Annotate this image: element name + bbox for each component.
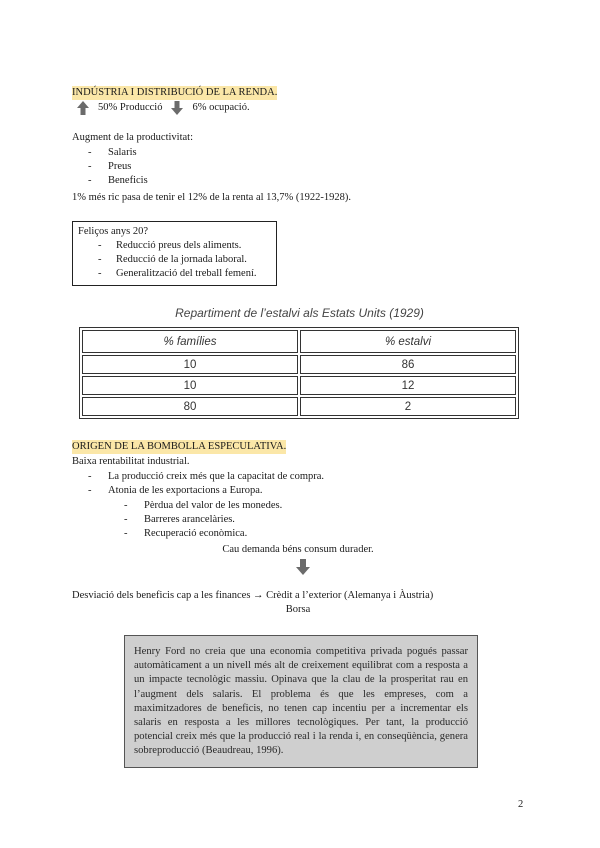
table-cell: 80 <box>82 397 298 416</box>
box-title: Feliços anys 20? <box>78 226 148 237</box>
table-caption: Repartiment de l’estalvi als Estats Units (1929) <box>175 306 424 320</box>
quote-text: Henry Ford no creia que una economia competitiva privada pogués passar automàticament a un nivell més alt de creixement equilibrat com a resposta a un impacte tecnològic massiu. Opinava que la clau de la prosperitat rau en l’augment dels salaris. El problema és que les empreses, com a maximitzadores de beneficis, no tenen cap incentiu per a incrementar els salaris en resposta a les millores tecnològiques. Per tant, la producció potencial creix més que la producció real i la renda i, en conseqüència, genera sobreproducció (Beaudreau, 1996). <box>134 646 468 757</box>
list-item: - Barreres arancelàries. <box>124 513 282 527</box>
table-cell: 2 <box>300 397 516 416</box>
bubble-list <box>88 470 324 498</box>
list-item: - Beneficis <box>88 174 148 188</box>
table-row <box>82 397 516 416</box>
rich-share-line: 1% més ric pasa de tenir el 12% de la renta al 13,7% (1922-1928). <box>72 192 352 203</box>
bubble-sublist <box>124 499 282 541</box>
list-item: - Preus <box>88 160 148 174</box>
table-header: % famílies <box>82 330 298 353</box>
list-item: - Reducció de la jornada laboral. <box>78 253 270 267</box>
henry-ford-quote-box <box>124 635 478 768</box>
list-item: - Atonia de les exportacions a Europa. <box>88 484 324 498</box>
arrow-up-icon <box>76 100 90 116</box>
box-list <box>78 239 270 281</box>
table-header-row <box>82 330 516 353</box>
production-employment-line <box>76 100 250 116</box>
savings-table <box>79 327 519 419</box>
table-cell: 12 <box>300 376 516 395</box>
list-item: - Salaris <box>88 146 148 160</box>
list-item: - Recuperació econòmica. <box>124 527 282 541</box>
roaring-twenties-box <box>72 221 277 286</box>
stock-market-label: Borsa <box>285 604 311 615</box>
list-item: - Generalització del treball femení. <box>78 267 270 281</box>
list-item: - Reducció preus dels aliments. <box>78 239 270 253</box>
table-header: % estalvi <box>300 330 516 353</box>
productivity-label: Augment de la productivitat: <box>72 132 194 143</box>
bubble-intro: Baixa rentabilitat industrial. <box>72 456 190 467</box>
table-cell: 86 <box>300 355 516 374</box>
table-row <box>82 376 516 395</box>
arrow-down-icon <box>170 100 184 116</box>
table-cell: 10 <box>82 355 298 374</box>
productivity-list <box>88 146 148 188</box>
section-heading-bubble: ORIGEN DE LA BOMBOLLA ESPECULATIVA. <box>72 441 287 452</box>
production-label: 50% Producció <box>98 102 163 113</box>
profits-diversion: Desviació dels beneficis cap a les finances → Crèdit a l’exterior (Alemanya i Àustria) <box>72 590 434 601</box>
list-item: - La producció creix més que la capacitat de compra. <box>88 470 324 484</box>
section-heading-industry: INDÚSTRIA I DISTRIBUCIÓ DE LA RENDA. <box>72 87 278 98</box>
table-row <box>82 355 516 374</box>
table-cell: 10 <box>82 376 298 395</box>
arrow-down-icon <box>295 558 311 576</box>
employment-label: 6% ocupació. <box>192 102 250 113</box>
page-number: 2 <box>518 799 524 810</box>
demand-falls: Cau demanda béns consum durader. <box>222 544 374 555</box>
list-item: - Pèrdua del valor de les monedes. <box>124 499 282 513</box>
